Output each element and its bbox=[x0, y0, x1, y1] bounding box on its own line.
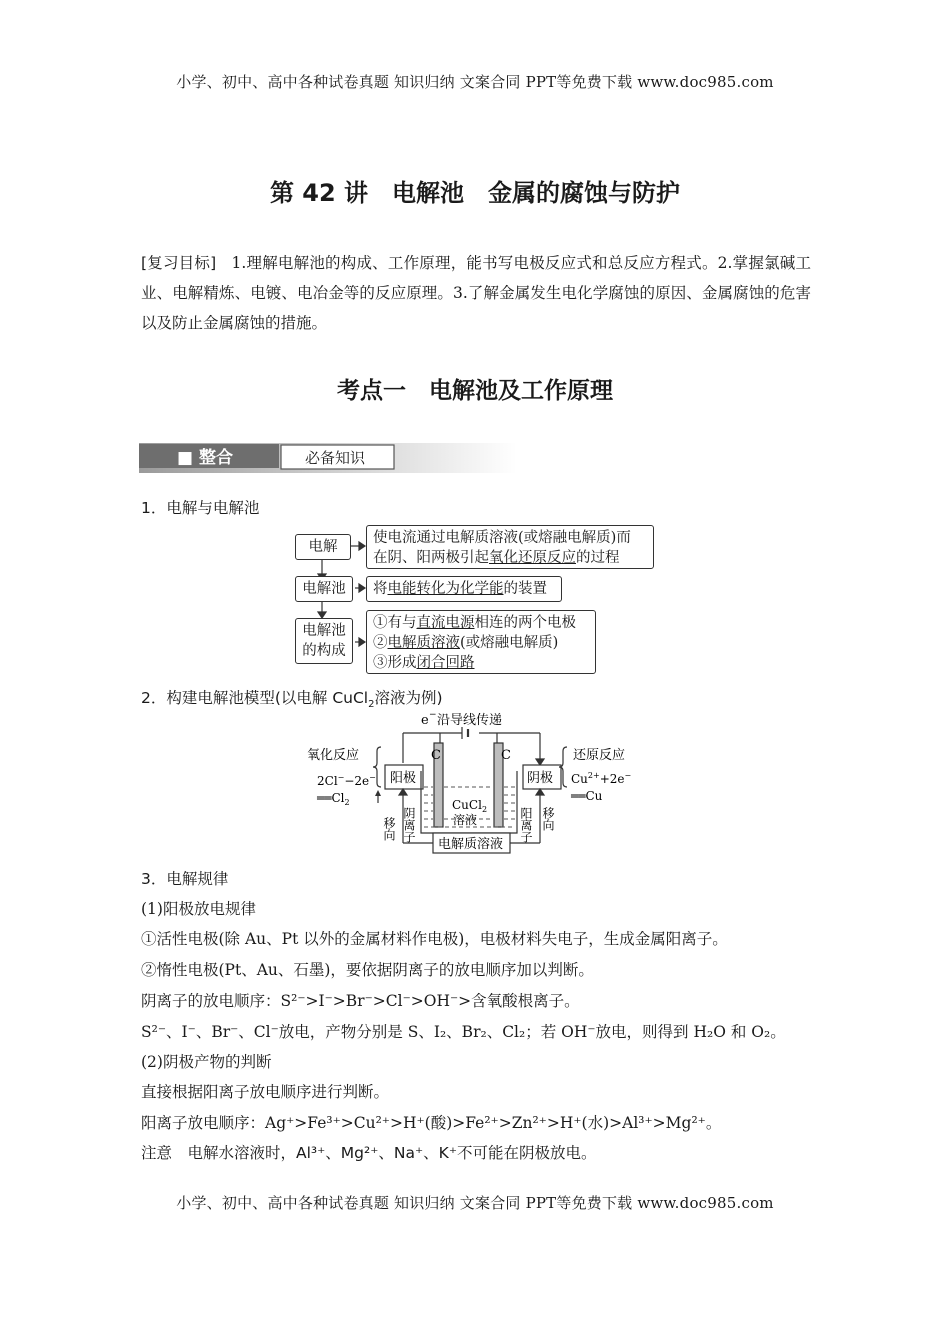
review-goals bbox=[141, 248, 811, 338]
node-electrolysis: 电解 bbox=[295, 534, 351, 560]
oxidation-label: 氧化反应 bbox=[307, 748, 360, 763]
sec3-p3: ②惰性电极(Pt、Au、石墨)，要依据阴离子的放电顺序加以判断。 bbox=[141, 961, 594, 979]
sec3-p8: 阳离子放电顺序：Ag⁺>Fe³⁺>Cu²⁺>H⁺(酸)>Fe²⁺>Zn²⁺>H⁺(水)>Al³⁺>Mg²⁺。 bbox=[141, 1114, 722, 1132]
anode-eq-line1: 2Cl−−2e− bbox=[317, 773, 376, 788]
anion-label: 阴离子 bbox=[402, 807, 416, 843]
electrode-c-right: C bbox=[501, 748, 511, 763]
sec1-heading: 1．电解与电解池 bbox=[141, 499, 260, 517]
cathode-eq-line1: $Cu^{2+}+2e^-$ bbox=[571, 771, 632, 786]
cathode-label: 阴极 bbox=[527, 771, 554, 786]
electrolyte-label: 电解质溶液 bbox=[438, 837, 504, 852]
wire-label: 沿导线传递 bbox=[437, 713, 503, 728]
desc3-line2 bbox=[373, 633, 589, 653]
goal-text: 1.理解电解池的构成、工作原理，能书写电极反应式和总反应方程式。2.掌握氯碱工业、电解精炼、电镀、电冶金等的反应原理。3.了解金属发生电化学腐蚀的原因、金属腐蚀的危害以及防止金属腐蚀的措施。 bbox=[141, 254, 811, 332]
desc3a-pre: ①有与 bbox=[373, 615, 417, 631]
electron-symbol: e bbox=[421, 713, 429, 728]
desc1-underlined: 氧化还原反应 bbox=[489, 550, 576, 566]
sec2-heading bbox=[141, 686, 443, 711]
desc3a-underlined: 直流电源 bbox=[416, 615, 475, 631]
node-composition-line2: 的构成 bbox=[302, 643, 346, 659]
node-cell: 电解池 bbox=[295, 576, 353, 602]
desc3b-underlined: 电解质溶液 bbox=[387, 635, 460, 651]
svg-text:−: − bbox=[429, 710, 437, 720]
desc3c-pre: ③形成 bbox=[373, 655, 417, 671]
desc3-line1 bbox=[373, 613, 589, 633]
sec2-heading-sub: 2 bbox=[368, 699, 375, 711]
anode-label: 阳极 bbox=[390, 771, 417, 786]
sec3-p5: S²⁻、I⁻、Br⁻、Cl⁻放电，产物分别是 S、I₂、Br₂、Cl₂；若 OH⁻放电，则得到 H₂O 和 O₂。 bbox=[141, 1023, 786, 1041]
sec3-p1: (1)阳极放电规律 bbox=[141, 900, 256, 918]
sec3-p6: (2)阴极产物的判断 bbox=[141, 1053, 272, 1071]
goal-tag: [复习目标] bbox=[141, 254, 217, 272]
node-composition bbox=[295, 618, 353, 664]
solution-line1: CuCl$_2$ bbox=[452, 798, 488, 814]
sec3-note: 注意 电解水溶液时，Al³⁺、Mg²⁺、Na⁺、K⁺不可能在阴极放电。 bbox=[141, 1144, 597, 1162]
cell-diagram bbox=[305, 707, 645, 857]
solution-line2: 溶液 bbox=[453, 813, 478, 827]
node-electrolysis-desc bbox=[366, 525, 654, 569]
kaodian-title: 考点一 电解池及工作原理 bbox=[337, 378, 613, 404]
sec3-p7: 直接根据阳离子放电顺序进行判断。 bbox=[141, 1083, 390, 1101]
reduction-label: 还原反应 bbox=[573, 748, 626, 763]
node-composition-line1: 电解池 bbox=[302, 623, 346, 639]
cathode-eq-line2: ══Cu bbox=[571, 789, 603, 803]
desc3a-post: 相连的两个电极 bbox=[474, 615, 576, 631]
page-header: 小学、初中、高中各种试卷真题 知识归纳 文案合同 PPT等免费下载 www.doc985.com bbox=[176, 73, 774, 91]
desc2-underlined: 电能转化为化学能 bbox=[387, 581, 504, 597]
electrode-c-left: C bbox=[431, 748, 441, 763]
desc3-line3 bbox=[373, 653, 589, 673]
sec3-heading: 3．电解规律 bbox=[141, 870, 229, 888]
sec2-heading-post: 溶液为例) bbox=[374, 689, 443, 707]
sec3-p4: 阴离子的放电顺序：S²⁻>I⁻>Br⁻>Cl⁻>OH⁻>含氧酸根离子。 bbox=[141, 992, 580, 1010]
lecture-title: 第 42 讲 电解池 金属的腐蚀与防护 bbox=[269, 179, 681, 207]
desc3b-post: (或熔融电解质) bbox=[460, 635, 559, 651]
desc3b-pre: ② bbox=[373, 635, 388, 651]
sec3-p2: ①活性电极(除 Au、Pt 以外的金属材料作电极)，电极材料失电子，生成金属阳离子。 bbox=[141, 930, 728, 948]
cation-label: 阳离子 bbox=[519, 807, 533, 843]
banner-right-label: 必备知识 bbox=[305, 449, 366, 467]
desc2-pre: 将 bbox=[373, 581, 388, 597]
page-footer: 小学、初中、高中各种试卷真题 知识归纳 文案合同 PPT等免费下载 www.doc985.com bbox=[176, 1194, 774, 1212]
move-left-label: 移向 bbox=[382, 817, 396, 841]
node-composition-desc bbox=[366, 610, 596, 674]
move-right-label: 移向 bbox=[541, 807, 555, 831]
desc3c-underlined: 闭合回路 bbox=[416, 655, 475, 671]
desc1-line2 bbox=[373, 548, 647, 568]
desc2-post: 的装置 bbox=[503, 581, 547, 597]
anode-eq-line2: $══Cl_2$ bbox=[317, 791, 350, 807]
sec2-heading-pre: 2．构建电解池模型(以电解 CuCl bbox=[141, 689, 369, 707]
desc1-line1: 使电流通过电解质溶液(或熔融电解质)而 bbox=[373, 530, 631, 546]
desc1-pre: 在阴、阳两极引起 bbox=[373, 550, 489, 566]
desc1-post: 的过程 bbox=[576, 550, 620, 566]
node-cell-desc bbox=[366, 576, 562, 602]
concept-map bbox=[295, 524, 660, 676]
banner-left-label: ■ 整合 bbox=[177, 448, 233, 468]
section-banner bbox=[139, 443, 517, 473]
